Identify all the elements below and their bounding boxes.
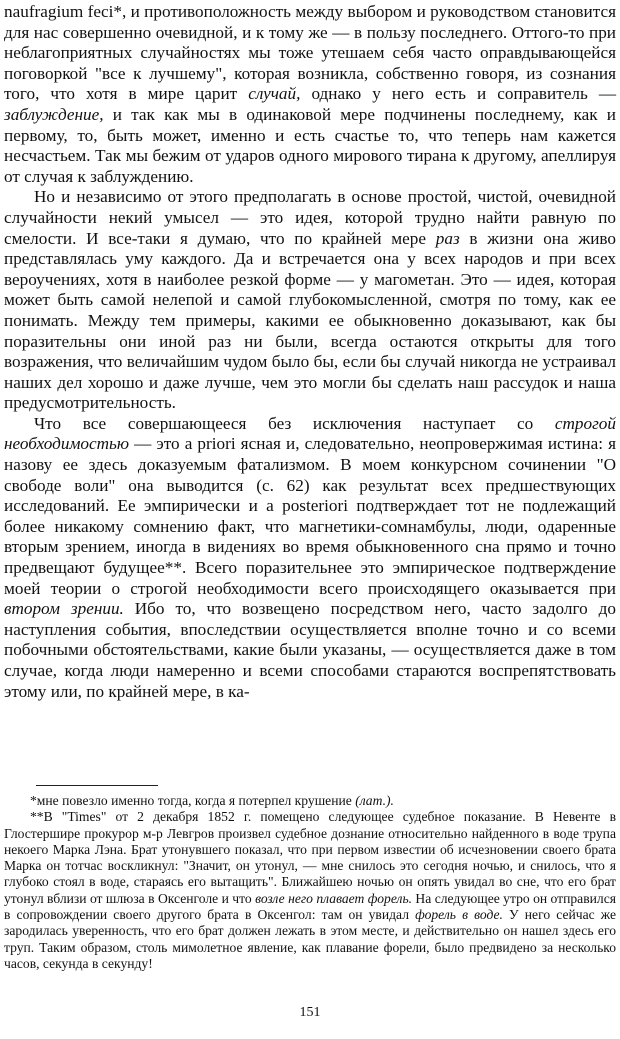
- text-run: однако у него есть и соправитель —: [300, 84, 617, 104]
- footnotes: [4, 793, 616, 972]
- paragraph-1: [4, 2, 616, 187]
- paragraph-3: [4, 414, 616, 702]
- page-number: 151: [299, 1005, 321, 1020]
- text-run: в жизни она живо представлялась уму каждого. Да и встречается она у всех народов и при всех вероучениях, хотя в наиболее резкой форме — у магометан. Это — идея, которая может быть самой нелепой и самой глубокомысленной, смотря по тому, как ее понимать. Между тем примеры, какими ее обыкновенно доказывают, как бы поразительны они иной раз ни были, всегда остаются открыты для того возражения, что величайшим чудом было бы, если бы случай никогда не устраивал наших дел хорошо и даже лучше, чем это могли бы сделать наш рассудок и наша предусмотрительность.: [4, 228, 616, 413]
- text-run: **В "Times" от 2 декабря 1852 г. помещено следующее судебное показание. В Невенте в Глостершире прокурор м-р Левгров произвел судебное дознание относительно найденного в воде трупа некоего Марка Лэна. Брат утонувшего показал, что при первом известии об исчезновении своего брата Марка он тотчас воскликнул: "Значит, он утонул, — мне снилось это сегодня ночью, и снилось, что я глубоко стоял в воде, стараясь его вытащить". Ближайшею ночью он опять увидал во сне, что его брат утонул вблизи от шлюза в Оксенголе и что: [4, 809, 616, 906]
- italic-run: случай,: [248, 84, 301, 104]
- text-run: У него сейчас же зародилась уверенность, что его брат должен лежать в этом месте, и действительно он нашел здесь его труп. Таким образом, столь мимолетное явление, как плавание форели, было предвидено за несколько часов, секунда в секунду!: [4, 907, 617, 971]
- paragraph-2: [4, 187, 616, 414]
- italic-run: возле него плавает форель.: [255, 890, 413, 906]
- text-run: naufragium feci*, и противоположность между выбором и руководством становится для нас совершенно очевидной, и к тому же — в пользу последнего. Оттого-то при неблагоприятных случайностях мы тоже утешаем себя часто оправдывающейся поговоркой "все к лучшему", которая возникла, собственно говоря, из сознания того, что хотя в мире царит: [4, 2, 616, 104]
- italic-run: форель в воде.: [415, 907, 503, 923]
- main-text: [4, 2, 616, 702]
- text-run: На следующее утро он отправился в сопровождении своего другого брата в Оксенгол: там он увидал: [4, 890, 616, 923]
- text-run: и так как мы в одинаковой мере подчинены последнему, как и первому, то, быть может, именно и есть счастье то, что теперь нам кажется несчастьем. Так мы бежим от ударов одного мирового тирана к другому, апеллируя от случая к заблуждению.: [4, 104, 616, 186]
- text-run: Ибо то, что возвещено посредством него, часто задолго до наступления события, впоследствии осуществляется вполне точно и со всеми побочными обстоятельствами, какие были указаны, — осуществляется даже в том случае, когда люди намеренно и всеми способами стараются воспрепятствовать этому или, по крайней мере, в ка-: [4, 599, 616, 701]
- text-run: Но и независимо от этого предполагать в основе простой, чистой, очевидной случайности некий умысел — это идея, которой трудно найти равную по смелости. И все-таки я думаю, что по крайней мере: [4, 187, 616, 248]
- text-run: — это a priori ясная и, следовательно, неопровержимая истина: я назову ее здесь доказуемым фатализмом. В моем конкурсном сочинении "О свободе воли" она выводится (с. 62) как результат всех предшествующих исследований. Ее эмпирически и a posteriori подтверждает тот не подлежащий более никакому сомнению факт, что магнетики-сомнамбулы, люди, одаренные вторым зрением, иногда в видениях во время обыкновенного сна прямо и точно предвещают будущее**. Всего поразительнее это эмпирическое подтверждение моей теории о строгой необходимости всего происходящего оказывается при: [4, 434, 616, 598]
- footnote-2: [4, 809, 616, 972]
- italic-run: втором зрении.: [4, 599, 124, 619]
- footnote-1: [4, 793, 616, 809]
- text-run: Что все совершающееся без исключения наступает со: [34, 413, 555, 433]
- italic-run: заблуждение,: [4, 104, 104, 124]
- italic-run: (лат.).: [355, 793, 394, 808]
- text-run: *мне повезло именно тогда, когда я потерпел крушение: [30, 793, 356, 808]
- italic-run: строгой необходимостью: [4, 413, 616, 454]
- italic-run: раз: [435, 228, 460, 248]
- footnote-divider: [36, 785, 158, 786]
